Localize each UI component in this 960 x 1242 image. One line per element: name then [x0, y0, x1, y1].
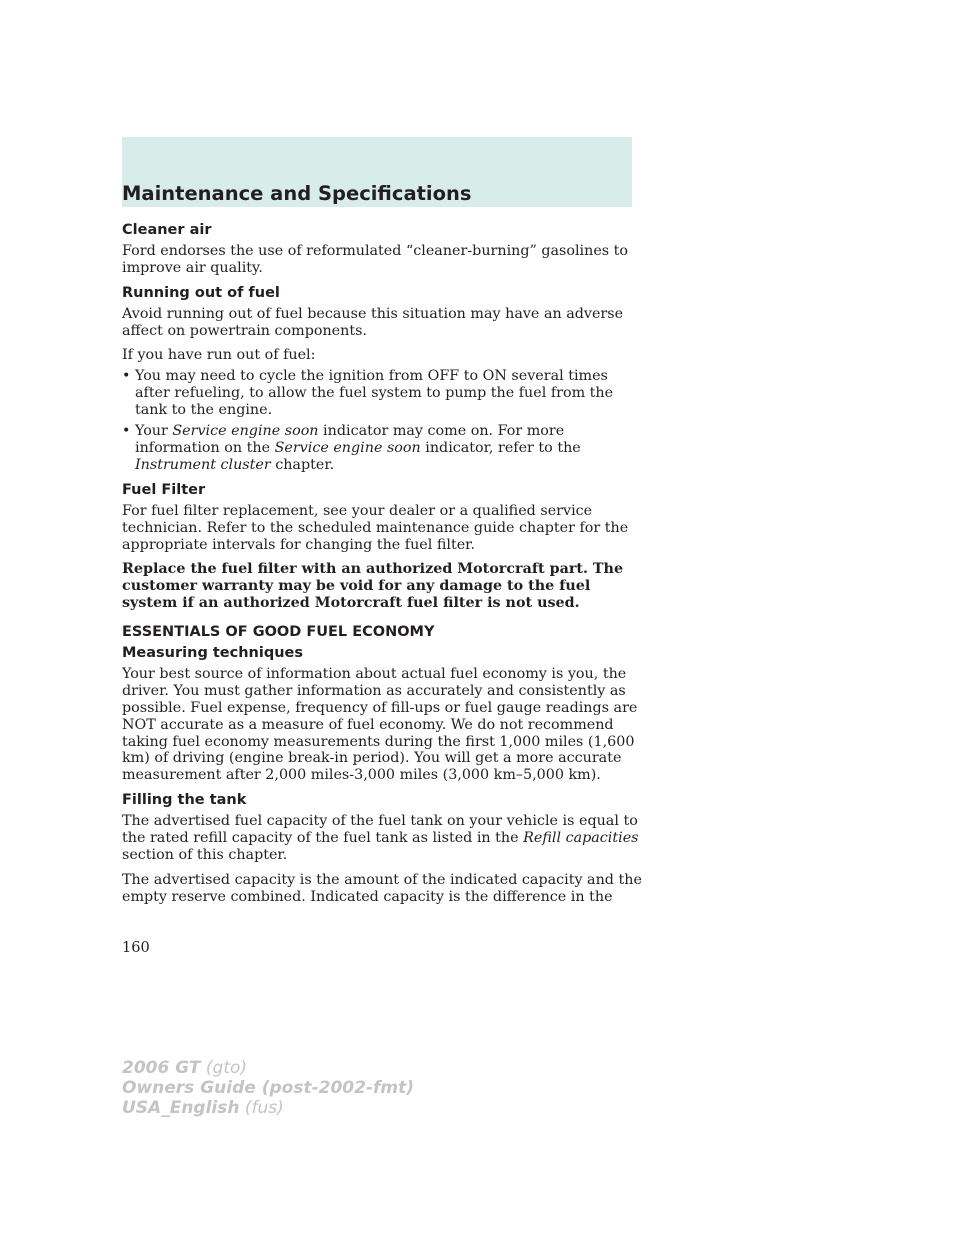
italic-reference: Service engine soon	[172, 423, 319, 440]
footer-line-3	[122, 1098, 414, 1118]
bullet-icon: •	[122, 368, 131, 385]
footer-line-1	[122, 1058, 414, 1078]
italic-reference: Refill capacities	[523, 830, 639, 847]
paragraph-filling-1	[122, 813, 642, 864]
heading-measuring: Measuring techniques	[122, 645, 304, 662]
page-content	[122, 222, 642, 914]
heading-fuel-filter: Fuel Filter	[122, 481, 206, 498]
heading-cleaner-air: Cleaner air	[122, 222, 212, 238]
paragraph-text: The advertised fuel capacity of the fuel tank on your vehicle is equal to the rated refill capacity of the fuel tank as listed in the	[122, 813, 638, 847]
list-item	[122, 368, 642, 419]
footer-model: 2006 GT	[122, 1058, 201, 1078]
section-header-band	[122, 137, 632, 207]
bullet-list	[122, 368, 642, 473]
paragraph-fuel-filter: For fuel filter replacement, see your dealer or a qualified service technician. Refer to the scheduled maintenance guide chapter for the appropriate intervals for changing the fuel filter.	[122, 502, 629, 553]
list-item-text: indicator, refer to the	[420, 439, 581, 456]
warning-fuel-filter: Replace the fuel filter with an authorized Motorcraft part. The customer warranty may be void for any damage to the fuel system if an authorized Motorcraft fuel filter is not used.	[122, 561, 624, 612]
paragraph-cleaner-air: Ford endorses the use of reformulated “cleaner-burning” gasolines to improve air quality.	[122, 242, 629, 276]
bullet-icon: •	[122, 423, 131, 440]
list-item-text: Your	[135, 423, 173, 440]
list-item-text: chapter.	[270, 456, 335, 473]
footer-line-2	[122, 1078, 414, 1098]
heading-essentials: ESSENTIALS OF GOOD FUEL ECONOMY	[122, 624, 435, 641]
paragraph-running-out-2: If you have run out of fuel:	[122, 347, 316, 364]
section-title: Maintenance and Specifications	[122, 182, 472, 205]
footer-locale: USA_English	[122, 1098, 240, 1118]
list-item	[122, 423, 642, 474]
document-footer	[122, 1058, 414, 1118]
italic-reference: Instrument cluster	[135, 456, 271, 473]
paragraph-running-out-1: Avoid running out of fuel because this situation may have an adverse affect on powertrain components.	[122, 305, 624, 339]
paragraph-text: section of this chapter.	[122, 847, 288, 863]
footer-guide: Owners Guide (post-2002-fmt)	[122, 1078, 415, 1098]
footer-locale-code: (fus)	[244, 1098, 284, 1118]
heading-running-out: Running out of fuel	[122, 284, 280, 301]
list-item-text: You may need to cycle the ignition from OFF to ON several times after refueling, to allow the fuel system to pump the fuel from the tank to the engine.	[135, 368, 614, 419]
page-number: 160	[122, 940, 150, 956]
list-item-text: indicator may come on. For more information on the	[135, 423, 565, 456]
paragraph-filling-2: The advertised capacity is the amount of the indicated capacity and the empty reserve combined. Indicated capacity is the difference in the	[122, 871, 642, 905]
italic-reference: Service engine soon	[274, 439, 421, 456]
footer-model-code: (gto)	[205, 1058, 248, 1078]
heading-filling: Filling the tank	[122, 792, 247, 809]
paragraph-measuring: Your best source of information about actual fuel economy is you, the driver. You must gather information as accurately and consistently as possible. Fuel expense, frequency of fill-ups or fuel gauge readings are NOT accurate as a measure of fuel economy. We do not recommend taking fuel economy measurements during the first 1,000 miles (1,600 km) of driving (engine break-in period). You will get a more accurate measurement after 2,000 miles-3,000 miles (3,000 km–5,000 km).	[122, 665, 638, 784]
